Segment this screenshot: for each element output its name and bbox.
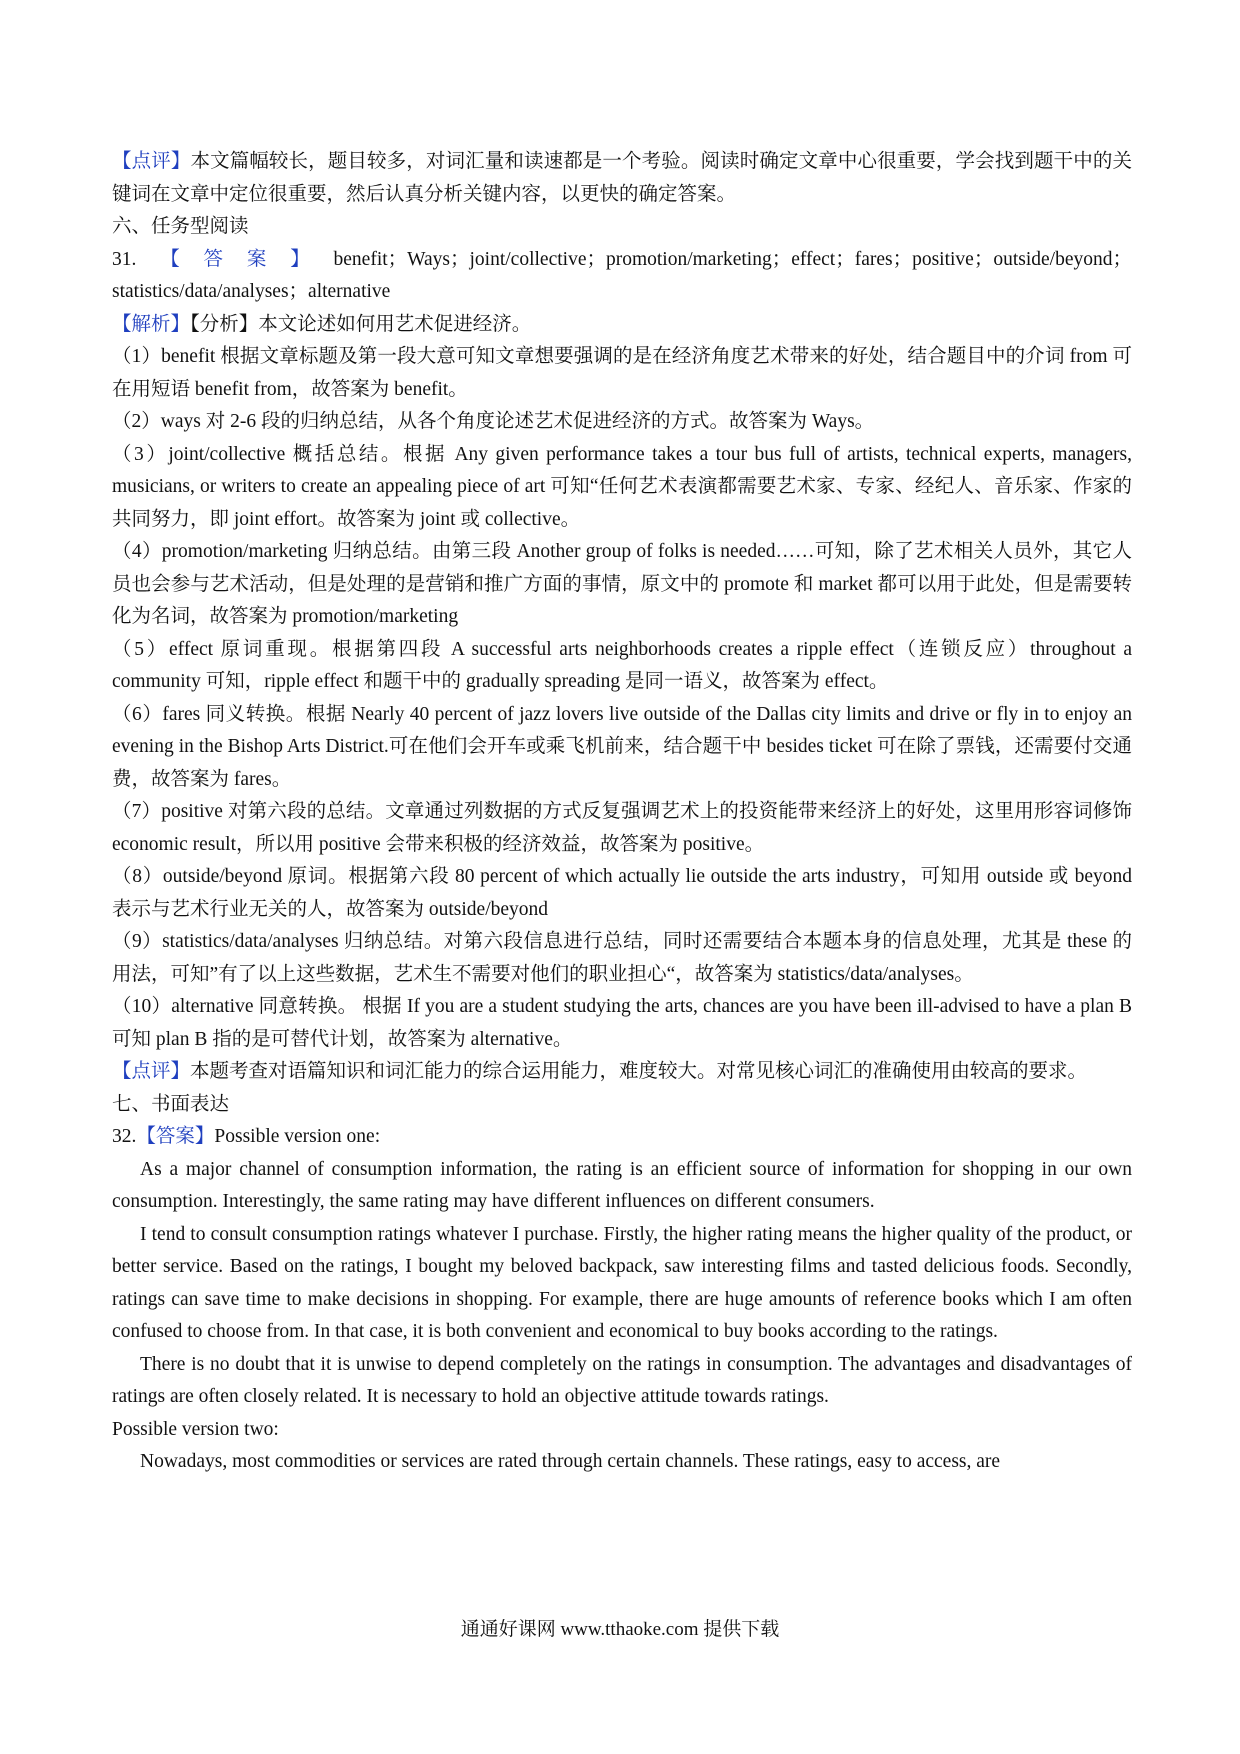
q32-answer <box>112 1121 1132 1154</box>
answer-tag: 【答案】 <box>136 1126 215 1147</box>
essay-v2-paragraph-1: Nowadays, most commodities or services are rated through certain channels. These ratings, easy to access, are <box>140 1451 1001 1472</box>
version-label: Possible version one: <box>214 1126 381 1147</box>
section-heading-task-reading: 六、任务型阅读 <box>112 216 249 237</box>
version-two-label: Possible version two: <box>112 1418 279 1440</box>
analysis-item-1: （1）benefit 根据文章标题及第一段大意可知文章想要强调的是在经济角度艺术带来的好处，结合题目中的介词 from 可在用短语 benefit from，故答案为 benefit。 <box>112 346 1132 400</box>
analysis-tag: 【解析】 <box>112 313 191 335</box>
question-number: 32. <box>112 1126 137 1147</box>
analysis-item-2: （2）ways 对 2-6 段的归纳总结，从各个角度论述艺术促进经济的方式。故答案为 Ways。 <box>112 411 875 432</box>
analysis-item-10: （10）alternative 同意转换。 根据 If you are a student studying the arts, chances are you have been ill-advised to have a plan B 可知 plan B 指的是可替代计划，故答案为 alternative。 <box>112 996 1132 1050</box>
essay-paragraph-3: There is no doubt that it is unwise to depend completely on the ratings in consumption. The advantages and disadvantages of ratings are often closely related. It is necessary to hold an objective attitude towards ratings. <box>112 1353 1132 1407</box>
comment-tag: 【点评】 <box>112 151 191 172</box>
answer-tag: 【答案】 <box>136 248 334 270</box>
analysis-item-5: （5）effect 原词重现。根据第四段 A successful arts neighborhoods creates a ripple effect（连锁反应）throughout a community 可知，ripple effect 和题干中的 gradually spreading 是同一语义，故答案为 effect。 <box>112 638 1132 692</box>
section-heading-writing: 七、书面表达 <box>112 1093 230 1115</box>
essay-paragraph-2: I tend to consult consumption ratings whatever I purchase. Firstly, the higher rating means the higher quality of the product, or better service. Based on the ratings, I bought my beloved backpack, saw interesting films and tasted delicious foods. Secondly, ratings can save time to make decisions in shopping. For example, there are huge amounts of reference books which I am often confused to choose from. In that case, it is both convenient and economical to buy books according to the ratings. <box>112 1223 1132 1342</box>
document-body <box>112 146 1132 1479</box>
analysis-intro-text: 【分析】本文论述如何用艺术促进经济。 <box>190 313 532 335</box>
answer-text: benefit；Ways；joint/collective；promotion/marketing；effect；fares；positive；outside/beyond；statistics/data/analyses；alternative <box>112 248 1132 302</box>
analysis-item-3: （3）joint/collective 概括总结。根据 Any given performance takes a tour bus full of artists, technical experts, managers, musicians, or writers to create an appealing piece of art 可知“任何艺术表演都需要艺术家、专家、经纪人、音乐家、作家的共同努力，即 joint effort。故答案为 joint 或 collective。 <box>112 443 1132 530</box>
essay-paragraph-1: As a major channel of consumption information, the rating is an efficient source of information for shopping in our own consumption. Interestingly, the same rating may have different influences on different consumers. <box>112 1158 1132 1212</box>
question-number: 31. <box>112 248 137 270</box>
analysis-item-7: （7）positive 对第六段的总结。文章通过列数据的方式反复强调艺术上的投资能带来经济上的好处，这里用形容词修饰 economic result，所以用 positive 会带来积极的经济效益，故答案为 positive。 <box>112 801 1132 855</box>
comment-text: 本题考查对语篇知识和词汇能力的综合运用能力，难度较大。对常见核心词汇的准确使用由较高的要求。 <box>190 1061 1088 1082</box>
comment-tag: 【点评】 <box>112 1061 191 1082</box>
q31-analysis-intro <box>112 309 1132 342</box>
analysis-item-4: （4）promotion/marketing 归纳总结。由第三段 Another group of folks is needed……可知，除了艺术相关人员外，其它人员也会参与艺术活动，但是处理的是营销和推广方面的事情，原文中的 promote 和 market 都可以用于此处，但是需要转化为名词，故答案为 promotion/marketing <box>112 541 1132 627</box>
comment-paragraph-2 <box>112 1056 1132 1089</box>
analysis-item-9: （9）statistics/data/analyses 归纳总结。对第六段信息进行总结，同时还需要结合本题本身的信息处理，尤其是 these 的用法，可知”有了以上这些数据，艺术生不需要对他们的职业担心“，故答案为 statistics/data/analyses。 <box>112 931 1132 985</box>
comment-text: 本文篇幅较长，题目较多，对词汇量和读速都是一个考验。阅读时确定文章中心很重要，学会找到题干中的关键词在文章中定位很重要，然后认真分析关键内容，以更快的确定答案。 <box>112 151 1132 205</box>
q31-answer <box>112 244 1132 309</box>
comment-paragraph <box>112 146 1132 211</box>
page-footer: 通通好课网 www.tthaoke.com 提供下载 <box>460 1619 780 1640</box>
analysis-item-6: （6）fares 同义转换。根据 Nearly 40 percent of jazz lovers live outside of the Dallas city limits and drive or fly in to enjoy an evening in the Bishop Arts District.可在他们会开车或乘飞机前来，结合题干中 besides ticket 可在除了票钱，还需要付交通费，故答案为 fares。 <box>112 703 1132 790</box>
analysis-item-8: （8）outside/beyond 原词。根据第六段 80 percent of which actually lie outside the arts industry，可知用 outside 或 beyond 表示与艺术行业无关的人，故答案为 outside/beyond <box>112 866 1132 920</box>
